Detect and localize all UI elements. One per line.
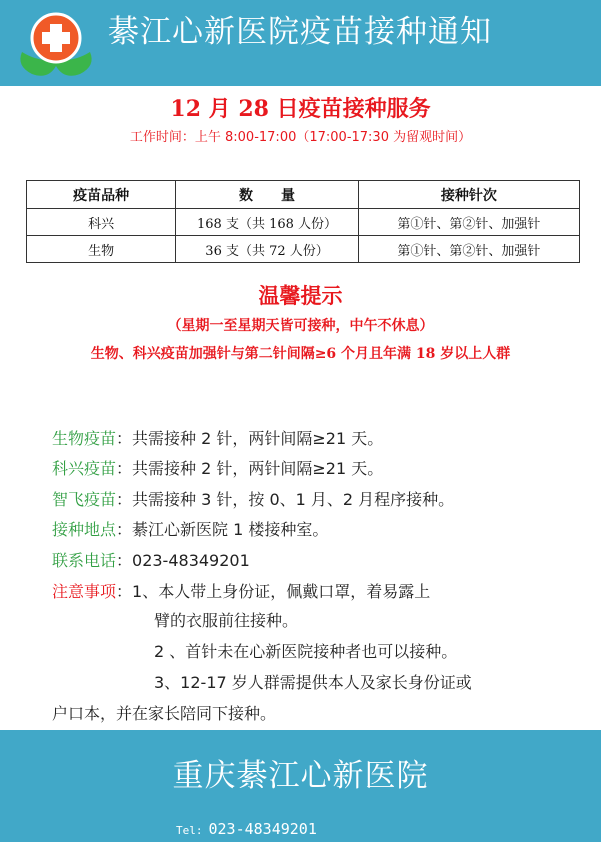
- info-biology: [52, 426, 383, 449]
- info-label: 注意事项: [52, 582, 117, 601]
- info-text: ：共需接种 2 针，两针间隔≥21 天。: [116, 429, 384, 448]
- info-text: ：共需接种 2 针，两针间隔≥21 天。: [116, 459, 384, 478]
- footer-banner: [0, 730, 601, 842]
- table-cell: 生物: [27, 236, 176, 263]
- column-header-vaccine-type: 疫苗品种: [27, 181, 176, 209]
- table-cell: 168 支（共 168 人份）: [176, 209, 358, 236]
- note-3-continued: 户口本，并在家长陪同下接种。: [52, 704, 277, 723]
- notice-title: 綦江心新医院疫苗接种通知: [108, 14, 492, 50]
- note-1-continued: 臂的衣服前往接种。: [154, 611, 299, 630]
- column-header-doses: 接种针次: [358, 181, 579, 209]
- table-header-row: [27, 181, 580, 209]
- work-time-text: 工作时间：上午 8:00-17:00（17:00-17:30 为留观时间）: [129, 130, 472, 145]
- info-label: 生物疫苗: [52, 429, 117, 448]
- note-3: 3、12-17 岁人群需提供本人及家长身份证或: [154, 673, 472, 692]
- info-text: ：023-48349201: [116, 551, 250, 570]
- info-label: 科兴疫苗: [52, 459, 117, 478]
- footer-phone: [176, 820, 317, 838]
- info-label: 接种地点: [52, 520, 117, 539]
- tips-title: 温馨提示: [258, 283, 343, 308]
- column-header-quantity: 数 量: [176, 181, 358, 209]
- service-date-title: 12 月 28 日疫苗接种服务: [170, 96, 431, 122]
- info-text: ：1、本人带上身份证，佩戴口罩，着易露上: [116, 582, 431, 601]
- tel-number: 023-48349201: [208, 820, 317, 838]
- tips-schedule-note: （星期一至星期天皆可接种，中午不休息）: [167, 318, 434, 334]
- info-place: [52, 517, 328, 540]
- table-cell: 科兴: [27, 209, 176, 236]
- info-phone: [52, 548, 250, 571]
- vaccine-table: [26, 180, 580, 263]
- table-row: [27, 236, 580, 263]
- hospital-name: 重庆綦江心新医院: [172, 758, 429, 794]
- info-kexing: [52, 456, 383, 479]
- tips-booster-note: 生物、科兴疫苗加强针与第二针间隔≥6 个月且年满 18 岁以上人群: [90, 346, 511, 362]
- info-text: ：共需接种 3 针，按 0、1 月、2 月程序接种。: [116, 490, 455, 509]
- note-2: 2 、首针未在心新医院接种者也可以接种。: [154, 642, 458, 661]
- header-banner: [0, 0, 601, 86]
- info-label: 联系电话: [52, 551, 117, 570]
- info-text: ：綦江心新医院 1 楼接种室。: [116, 520, 329, 539]
- table-cell: 第①针、第②针、加强针: [358, 236, 579, 263]
- table-row: [27, 209, 580, 236]
- info-zhifei: [52, 487, 454, 510]
- tel-label: Tel:: [176, 824, 203, 837]
- info-notes: [52, 579, 430, 602]
- hospital-cross-logo-icon: [14, 4, 98, 80]
- table-cell: 第①针、第②针、加强针: [358, 209, 579, 236]
- info-label: 智飞疫苗: [52, 490, 117, 509]
- table-cell: 36 支（共 72 人份）: [176, 236, 358, 263]
